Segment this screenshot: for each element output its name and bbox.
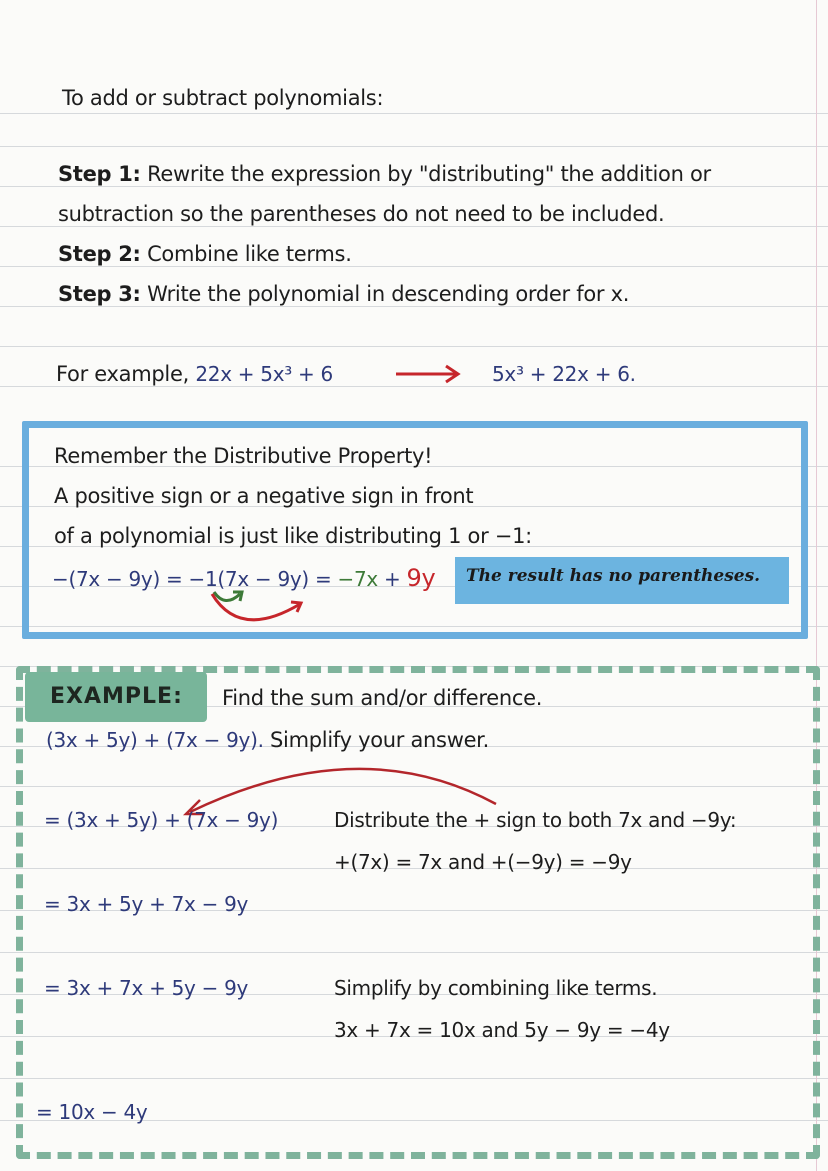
step-expr-2: = 3x + 5y + 7x − 9y <box>44 892 249 916</box>
step-2-label: Step 2: <box>58 242 141 266</box>
step-note-1b: +(7x) = 7x and +(−9y) = −9y <box>334 850 632 874</box>
step-2 <box>58 242 352 266</box>
example-before: 22x + 5x³ + 6 <box>195 362 333 386</box>
problem-instruction: Simplify your answer. <box>270 728 489 752</box>
equation-plus: + <box>377 567 407 591</box>
step-note-3a: Simplify by combining like terms. <box>334 976 658 1000</box>
equation-red-term: 9y <box>406 564 436 592</box>
step-1 <box>58 162 711 186</box>
distributive-title: Remember the Distributive Property! <box>54 444 433 468</box>
distributive-equation <box>52 564 435 592</box>
example-after: 5x³ + 22x + 6. <box>492 362 636 386</box>
equation-green-term: −7x <box>337 567 378 591</box>
example-prefix: For example, <box>56 362 189 386</box>
step-3-label: Step 3: <box>58 282 141 306</box>
step-note-3b: 3x + 7x = 10x and 5y − 9y = −4y <box>334 1018 670 1042</box>
step-expr-3: = 3x + 7x + 5y − 9y <box>44 976 249 1000</box>
step-expr-4: = 10x − 4y <box>36 1100 148 1124</box>
step-note-1a: Distribute the + sign to both 7x and −9y: <box>334 808 737 832</box>
problem-expression: (3x + 5y) + (7x − 9y). <box>46 728 264 752</box>
note-text: The result has no parentheses. <box>466 566 761 586</box>
step-1-label: Step 1: <box>58 162 141 186</box>
distributive-line-1: A positive sign or a negative sign in front <box>54 484 474 508</box>
intro-heading: To add or subtract polynomials: <box>62 86 384 110</box>
example-tag: EXAMPLE: <box>50 684 183 709</box>
step-3-text: Write the polynomial in descending order for x. <box>147 282 630 306</box>
step-3 <box>58 282 629 306</box>
distributive-line-2: of a polynomial is just like distributing 1 or −1: <box>54 524 532 548</box>
example-prompt: Find the sum and/or difference. <box>222 686 543 710</box>
step-expr-1: = (3x + 5y) + (7x − 9y) <box>44 808 279 832</box>
step-1-continued: subtraction so the parentheses do not need to be included. <box>58 202 665 226</box>
equation-part-1: −(7x − 9y) = −1(7x − 9y) = <box>52 567 338 591</box>
step-2-text: Combine like terms. <box>147 242 352 266</box>
example-line <box>56 362 333 386</box>
step-1-text: Rewrite the expression by "distributing" the addition or <box>147 162 711 186</box>
example-problem <box>46 728 489 752</box>
